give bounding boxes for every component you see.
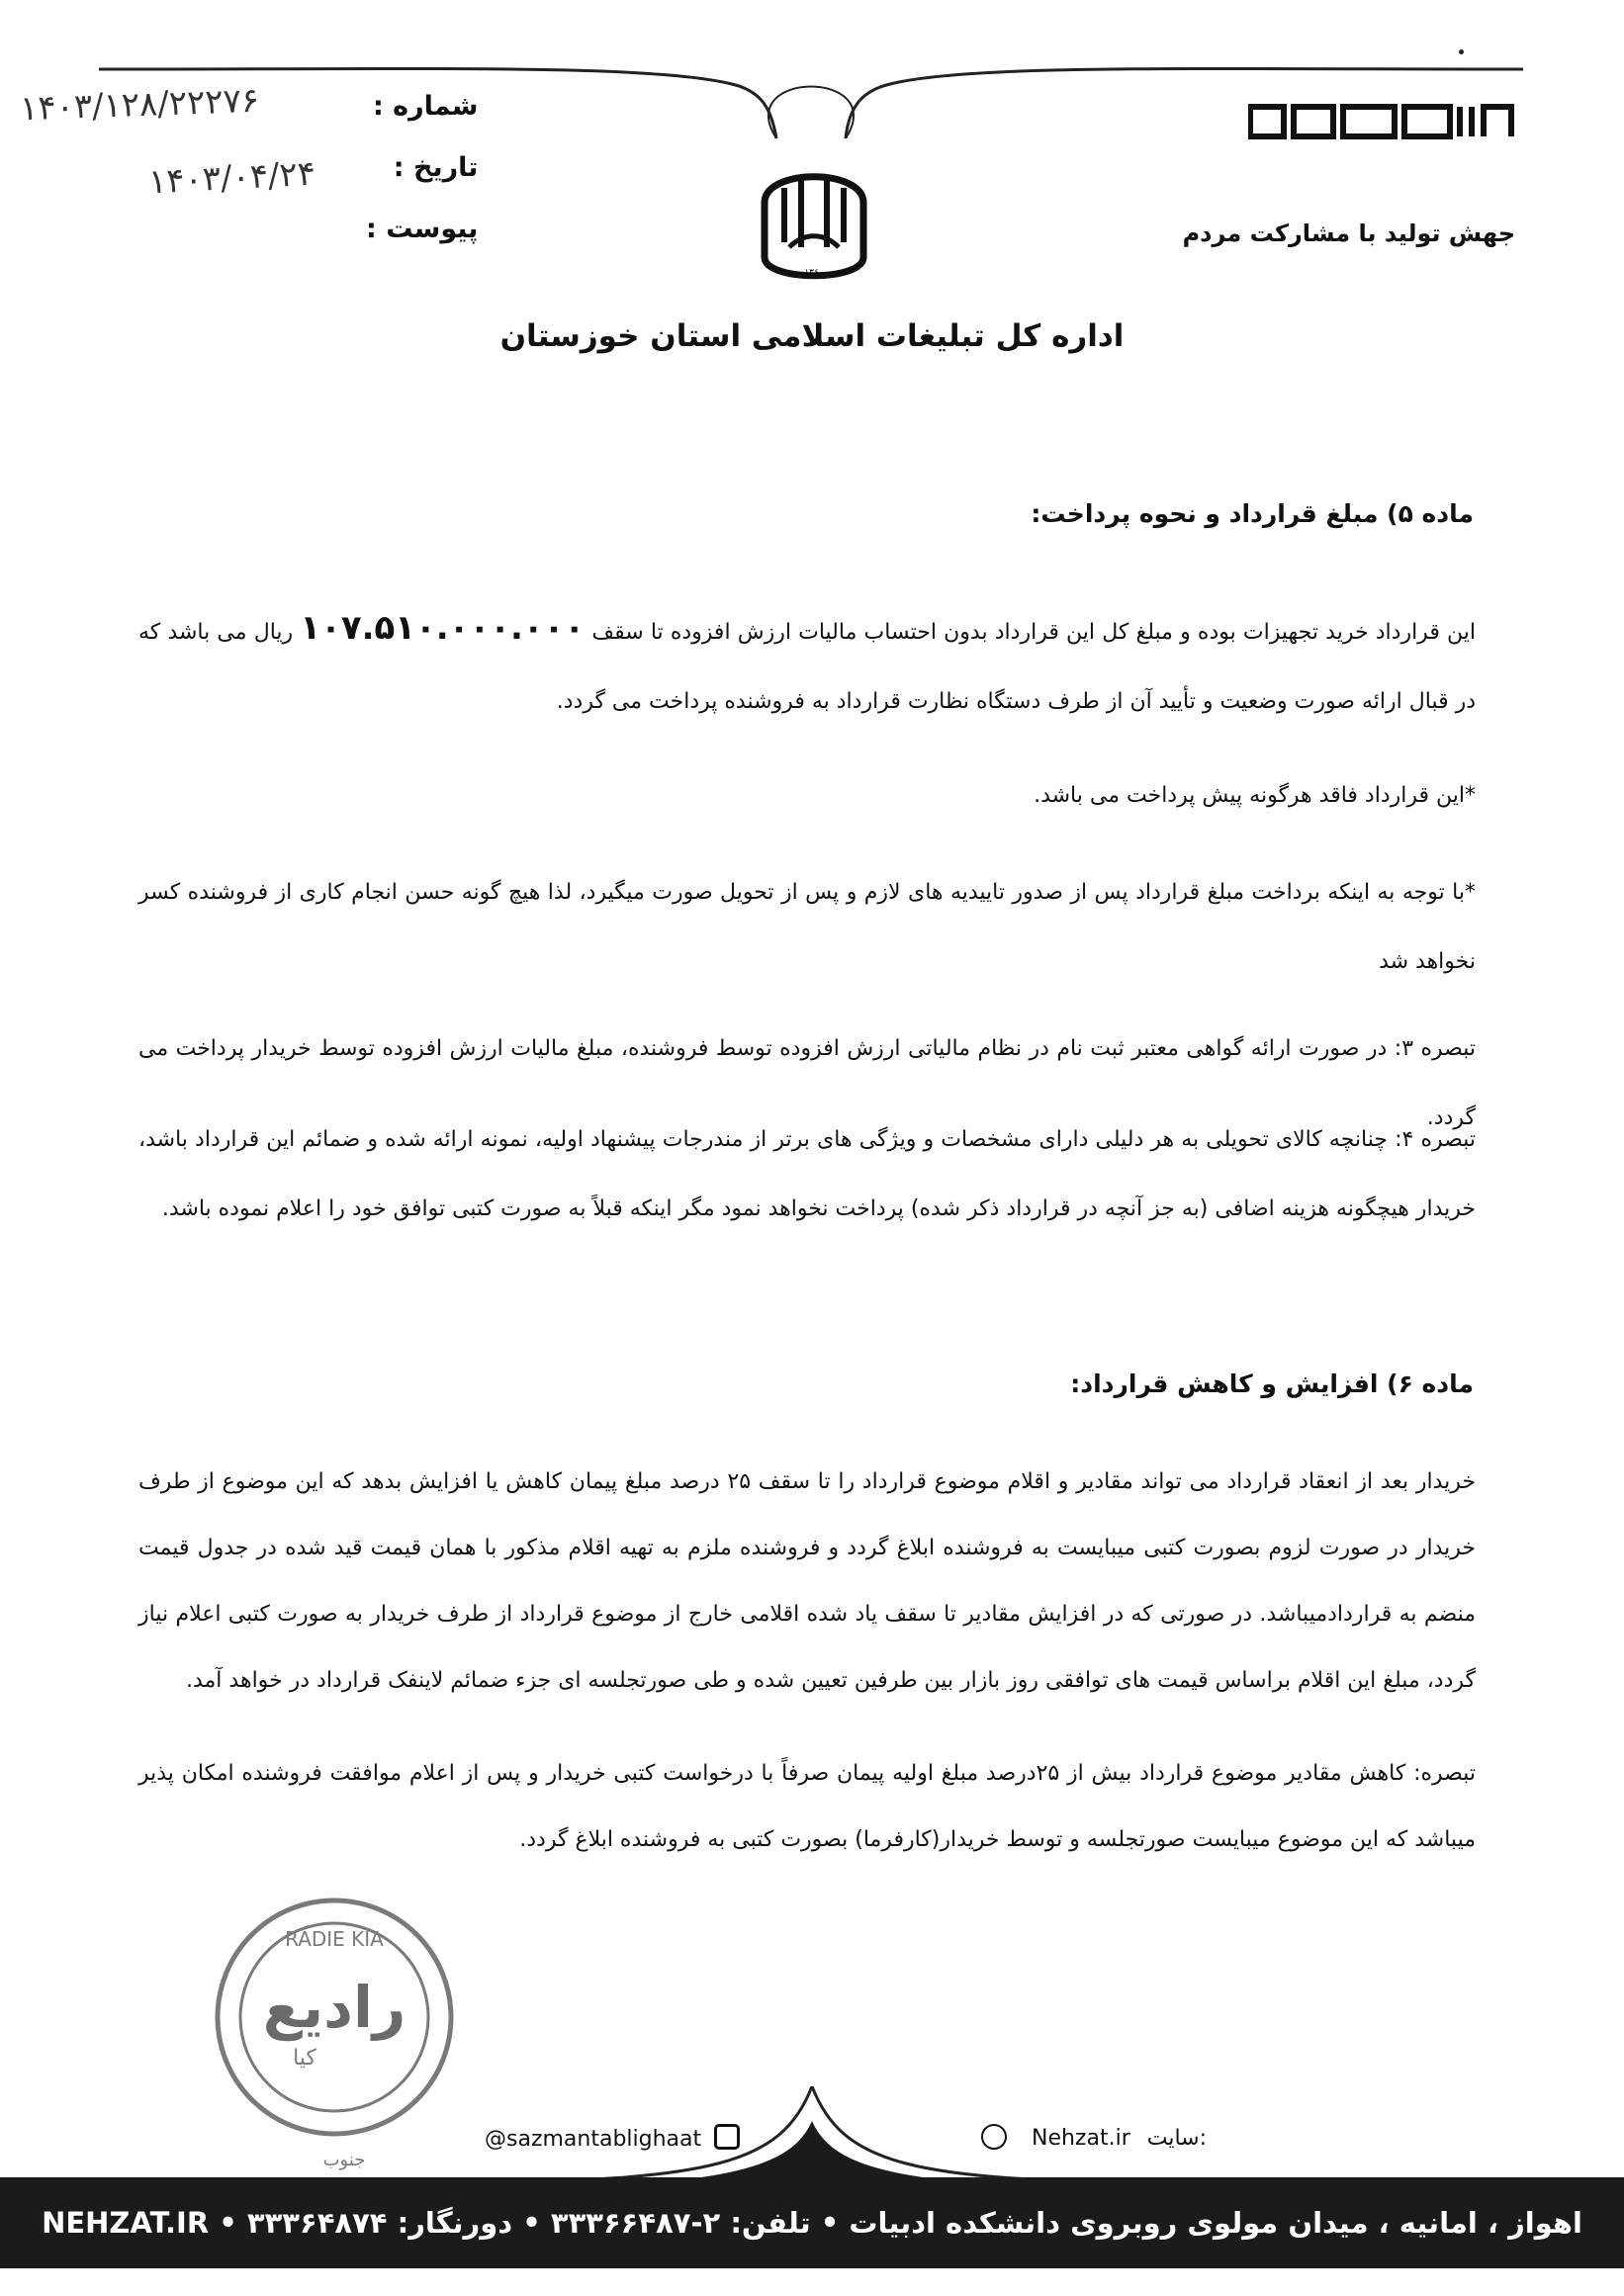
article-6-note: تبصره: کاهش مقادیر موضوع قرارداد بیش از ۲۵درصد مبلغ اولیه پیمان صرفاً با درخواست کتبی خریدار و پس از اعلام موافقت فروشنده امکان پذیر میباشد که این موضوع میبایست صورتجلسه و توسط خریدار(کارفرما) بصورت کتبی به فروشنده ابلاغ گردد. [138,1761,1476,1852]
note-3: تبصره ۳: در صورت ارائه گواهی معتبر ثبت نام در نظام مالیاتی ارزش افزوده توسط فروشنده، مبلغ مالیات ارزش افزوده توسط خریدار پرداخت می گردد. [138,1036,1477,1130]
number-label: شماره : [372,91,479,122]
globe-icon [981,2124,1007,2150]
footer-address-bar [0,2177,1624,2268]
letter-meta-labels [366,91,478,275]
website-text: Nehzat.ir [1032,2126,1130,2151]
organization-logo [750,148,878,297]
website-label: سایت: [1146,2126,1208,2151]
bismillah-calligraphy [1248,103,1515,142]
svg-text:رادیع: رادیع [262,1974,406,2041]
article-5-paragraph-2: *این قرارداد فاقد هرگونه پیش پرداخت می باشد. [1034,783,1476,808]
article-5-paragraph-3: *با توجه به اینکه برداخت مبلغ قرارداد پس از صدور تاییدیه های لازم و پس از تحویل صورت میگیرد، لذا هیچ گونه حسن انجام کاری از فروشنده کسر نخواهد شد [138,880,1476,974]
corner-dot [1459,49,1464,54]
letter-date-handwritten: ۱۴۰۳/۰۴/۲۴ [147,153,316,203]
article-6-heading: ماده ۶) افزایش و کاهش قرارداد: [1070,1369,1474,1398]
article-5-text-after-amount: ریال می باشد که در قبال ارائه صورت وضعیت و تأیید آن از طرف دستگاه نظارت قرارداد به فروشنده پرداخت می گردد. [138,620,1476,714]
organization-name: اداره کل تبلیغات اسلامی استان خوزستان [499,318,1125,354]
contract-amount: ۱۰۷.۵۱۰.۰۰۰.۰۰۰ [300,608,586,648]
footer-address: اهواز ، امانیه ، میدان مولوی روبروی دانشکده ادبیات • تلفن: ۲-۳۳۳۶۶۴۸۷ • دورنگار: ۳۳۳۶۴۸۷۴ • NEHZAT.IR [42,2206,1582,2240]
instagram-text: @sazmantablighaat [485,2127,702,2152]
svg-text:۱۳۶۰: ۱۳۶۰ [804,268,824,278]
date-label: تاریخ : [393,152,479,183]
instagram-icon [714,2124,740,2150]
svg-text:RADIE KIA: RADIE KIA [285,1927,384,1951]
attachment-label: پیوست : [366,214,479,244]
instagram-handle[interactable] [485,2124,740,2152]
article-6-paragraph-1: خریدار بعد از انعقاد قرارداد می‌ تواند مقادیر و اقلام موضوع قرارداد را تا سقف ۲۵ درصد مبلغ پیمان کاهش یا افزایش بدهد که این موضوع از طرف خریدار در صورت لزوم بصورت کتبی میبایست به فروشنده ابلاغ گردد و فروشنده ملزم به تهیه اقلام مذکور با همان قیمت قید شده در جدول قیمت منضم به قراردادمیباشد. در صورتی که در افزایش مقادیر تا سقف یاد شده اقلامی خارج از موضوع قرارداد از طرف خریدار به صورت کتبی اعلام نیاز گردد، مبلغ این اقلام براساس قیمت های توافقی روز بازار بین طرفین تعیین شده و طی صورتجلسه ای جزء ضمائم لاینفک قرارداد در خواهد آمد. [138,1469,1476,1693]
website-link[interactable] [981,2124,1207,2151]
note-4: تبصره ۴: چنانچه کالای تحویلی به هر دلیلی دارای مشخصات و ویژگی های برتر از مندرجات پیشنهاد اولیه، نمونه ارائه شده و ضمائم این قرارداد باشد، خریدار هیچگونه هزینه اضافی (به جز آنچه در قرارداد ذکر شده) پرداخت نخواهد نمود مگر اینکه قبلاً به صورت کتبی توافق خود را اعلام نموده باشد. [138,1127,1476,1221]
letter-number-handwritten: ۱۴۰۳/۱۲۸/۲۲۲۷۶ [19,80,260,130]
svg-text:کیا: کیا [293,2046,316,2071]
slogan: جهش تولید با مشارکت مردم [1182,220,1515,247]
article-5-text-before-amount: این قرارداد خرید تجهیزات بوده و مبلغ کل این قرارداد بدون احتساب مالیات ارزش افزوده تا سقف [585,620,1476,645]
article-5-paragraph-1 [138,593,1476,737]
svg-text:جنوب: جنوب [322,2150,366,2170]
article-5-heading: ماده ۵) مبلغ قرارداد و نحوه پرداخت: [1031,499,1474,528]
